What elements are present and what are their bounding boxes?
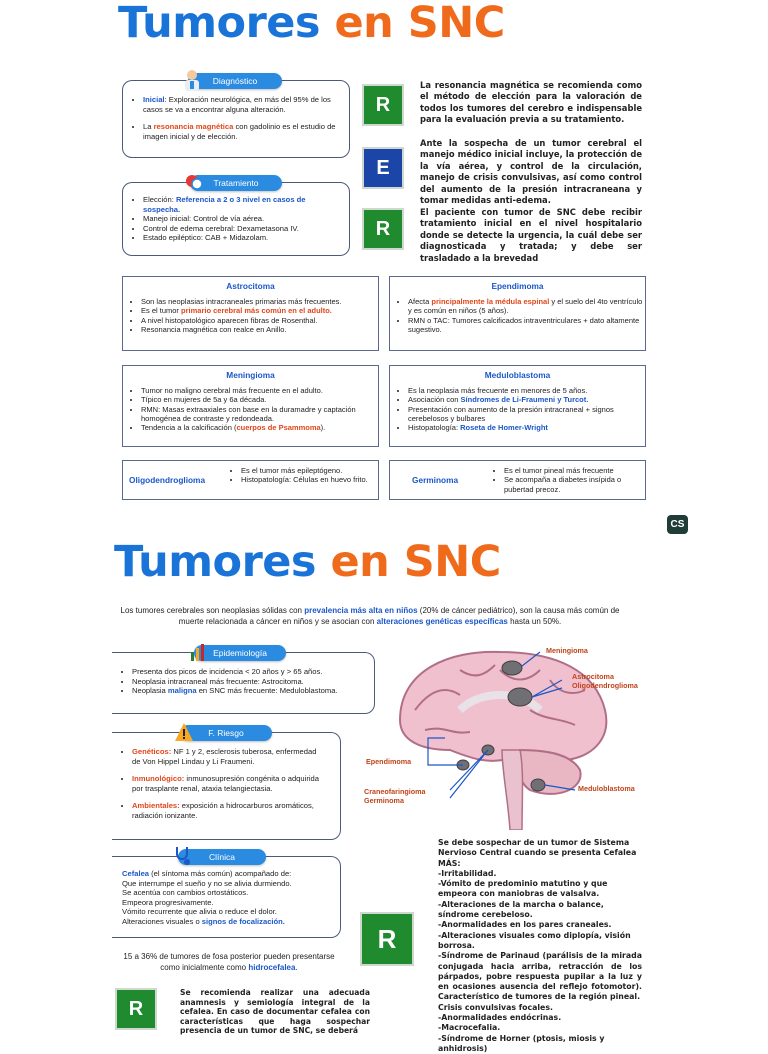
label-meduloblastoma: Meduloblastoma bbox=[578, 784, 635, 793]
rec-text: Ante la sospecha de un tumor cerebral el manejo médico inicial incluye, la protección de la vía aérea, y control de la circulación, manejo de crisis convulsivas, así como control del aumento de la presión intracraneana y tomar medidas anti-edema. bbox=[420, 138, 642, 206]
camscanner-logo: CS bbox=[667, 515, 688, 534]
riesgo-label: F. Riesgo bbox=[180, 725, 272, 741]
pills-icon bbox=[184, 170, 204, 194]
list-item: • Estado epiléptico: CAB + Midazolam. bbox=[143, 233, 341, 243]
list-item: • Control de edema cerebral: Dexametasona IV. bbox=[143, 224, 341, 234]
list-item: • Tendencia a la calcificación (cuerpos de Psammoma). bbox=[141, 423, 378, 432]
clinica-line: Se acentúa con cambios ortostáticos. bbox=[122, 888, 249, 898]
label-astrocitoma: Astrocitoma bbox=[572, 672, 614, 681]
list-item: • Histopatología: Roseta de Homer-Wright bbox=[408, 423, 645, 432]
list-item: • A nivel histopatológico aparecen fibras de Rosenthal. bbox=[141, 316, 378, 325]
brain-illustration bbox=[390, 640, 650, 830]
sospecha-item: -Irritabilidad. bbox=[438, 868, 497, 878]
meduloblastoma-card bbox=[389, 365, 646, 447]
rec-text: Se recomienda realizar una adecuada anamnesis y semiología integral de la cefalea. En caso de documentar cefalea con características que haga sospechar presencia de un tumor de SNC, se deberá bbox=[180, 988, 370, 1035]
recommendation-badge: R bbox=[360, 912, 414, 966]
list-item: • Presenta dos picos de incidencia < 20 años y > 65 años. bbox=[132, 667, 374, 677]
label-craneofaringioma: Craneofaringioma bbox=[364, 787, 426, 796]
list-item: • Es el tumor primario cerebral más común en el adulto. bbox=[141, 306, 378, 315]
intro-paragraph: Los tumores cerebrales son neoplasias sólidas con prevalencia más alta en niños (20% de cáncer pediátrico), son la causa más común de muerte relacionada a cáncer en niños y se asocian con alteraciones genéticas específicas hasta un 50%. bbox=[120, 606, 620, 626]
diagnostico-box bbox=[122, 80, 350, 158]
tratamiento-label: Tratamiento bbox=[190, 175, 282, 191]
list-item: • Neoplasia maligna en SNC más frecuente: Meduloblastoma. bbox=[132, 686, 374, 696]
list-item: • Típico en mujeres de 5a y 6a década. bbox=[141, 395, 378, 404]
page-title-2: Tumores en SNC bbox=[114, 537, 501, 587]
sospecha-item: -Anormalidades en los pares craneales. bbox=[438, 920, 612, 930]
list-item: • Histopatología: Células en huevo frito. bbox=[241, 475, 373, 484]
doctor-icon bbox=[182, 68, 202, 92]
sospecha-item: -Anormalidades endócrinas. bbox=[438, 1013, 562, 1023]
riesgo-box bbox=[112, 732, 341, 840]
warning-icon bbox=[174, 720, 194, 744]
sospecha-item: -Síndrome de Horner (ptosis, miosis y anhidrosis) bbox=[438, 1033, 605, 1053]
list-item: • Presentación con aumento de la presión intracraneal + signos cerebelosos y bulbares bbox=[408, 405, 645, 424]
card-title: Meduloblastoma bbox=[484, 370, 551, 380]
list-item: • RMN: Masas extraaxiales con base en la duramadre y captación homogénea de contraste y redondeada. bbox=[141, 405, 378, 424]
list-item: • Se acompaña a diabetes insípida o pubertad precoz. bbox=[504, 475, 644, 494]
clinica-line: Cefalea (el síntoma más común) acompañado de: bbox=[122, 869, 292, 878]
sospecha-item: -Síndrome de Parinaud (parálisis de la mirada conjugada hacia arriba, retracción de los párpados, pobre respuesta pupilar a la luz y en ocasiones ausencia del reflejo fotomotor). Característico de tumores de la región pineal. bbox=[438, 951, 642, 1002]
recommendation-badge: R bbox=[362, 84, 404, 126]
label-meningioma: Meningioma bbox=[546, 646, 588, 655]
label-oligodendroglioma: Oligodendroglioma bbox=[572, 681, 638, 690]
card-title: Meningioma bbox=[226, 370, 275, 380]
list-item: • Son las neoplasias intracraneales primarias más frecuentes. bbox=[141, 297, 378, 306]
oligodendroglioma-card bbox=[122, 460, 379, 500]
list-item: • Resonancia magnética con realce en Anillo. bbox=[141, 325, 378, 334]
sospecha-block bbox=[438, 838, 642, 1054]
clinica-line: Vómito recurrente que alivia o reduce el dolor. bbox=[122, 907, 277, 917]
list-item: • RMN o TAC: Tumores calcificados intraventriculares + dato altamente sugestivo. bbox=[408, 316, 645, 335]
ependimoma-card bbox=[389, 276, 646, 351]
card-title: Astrocitoma bbox=[226, 281, 275, 291]
sospecha-title: Se debe sospechar de un tumor de Sistema Nervioso Central cuando se presenta Cefalea MÁS: bbox=[438, 838, 637, 868]
astrocitoma-card bbox=[122, 276, 379, 351]
clinica-line: Alteraciones visuales o signos de focalización. bbox=[122, 916, 285, 926]
card-title: Germinoma bbox=[412, 475, 459, 485]
page-title: Tumores en SNC bbox=[118, 0, 505, 48]
meningioma-card bbox=[122, 365, 379, 447]
list-item: • Tumor no maligno cerebral más frecuente en el adulto. bbox=[141, 386, 378, 395]
list-item: • Genéticos: NF 1 y 2, esclerosis tuberosa, enfermedad de Von Hippel Lindau y Li Fraumeni. bbox=[132, 747, 326, 766]
label-germinoma: Germinoma bbox=[364, 796, 404, 805]
sospecha-item: Crisis convulsivas focales. bbox=[438, 1002, 553, 1012]
rec-text: El paciente con tumor de SNC debe recibir tratamiento inicial en el nivel hospitalario donde se detecte la urgencia, la cuál debe ser diagnosticada y tratada; y debe ser trasladado a la brevedad bbox=[420, 207, 642, 263]
tumor-meningioma bbox=[502, 661, 522, 675]
epidemiologia-box bbox=[112, 652, 375, 714]
brainstem bbox=[502, 750, 523, 830]
clinica-label: Clínica bbox=[178, 849, 266, 865]
tratamiento-box bbox=[122, 182, 350, 256]
list-item: • Inmunológico: inmunosupresión congénita o adquirida por trasplante renal, ataxia telangiectasia. bbox=[132, 774, 326, 793]
stethoscope-icon bbox=[172, 844, 192, 868]
recommendation-badge: R bbox=[115, 988, 157, 1030]
clinica-box bbox=[112, 856, 341, 938]
diagnostico-label: Diagnóstico bbox=[188, 73, 282, 89]
list-item: • Elección: Referencia a 2 o 3 nivel en casos de sospecha. bbox=[143, 195, 341, 214]
list-item: • Neoplasia intracraneal más frecuente: Astrocitoma. bbox=[132, 677, 374, 687]
card-title: Ependimoma bbox=[491, 281, 544, 291]
recommendation-badge: R bbox=[362, 208, 404, 250]
tumor-meduloblastoma bbox=[531, 779, 545, 791]
clinica-line: Que interrumpe el sueño y no se alivia durmiendo. bbox=[122, 878, 292, 888]
list-item: • Es el tumor pineal más frecuente bbox=[504, 466, 644, 475]
list-item: • Es la neoplasia más frecuente en menores de 5 años. bbox=[408, 386, 645, 395]
rec-text: La resonancia magnética se recomienda como el método de elección para la valoración de todos los tumores del cerebro e indispensable para la evaluación previa a su tratamiento. bbox=[420, 80, 642, 125]
list-item: • Ambientales: exposición a hidrocarburos aromáticos, radiación ionizante. bbox=[132, 801, 326, 820]
list-item: • Manejo inicial: Control de vía aérea. bbox=[143, 214, 341, 224]
evidence-badge: E bbox=[362, 147, 404, 189]
bar-chart-icon bbox=[188, 640, 208, 664]
sospecha-item: -Alteraciones de la marcha o balance, síndrome cerebeloso. bbox=[438, 899, 604, 920]
list-item: • Asociación con Síndromes de Li-Fraumeni y Turcot. bbox=[408, 395, 645, 404]
label-ependimoma: Ependimoma bbox=[366, 757, 412, 766]
sospecha-item: -Alteraciones visuales como diplopía, visión borrosa. bbox=[438, 930, 631, 950]
clinica-line: Empeora progresivamente. bbox=[122, 897, 214, 907]
tumor-astrocitoma bbox=[508, 688, 532, 706]
epidemiologia-label: Epidemiología bbox=[194, 645, 286, 661]
list-item: • Inicial: Exploración neurológica, en más del 95% de los casos se va a encontrar alguna alteración. bbox=[143, 95, 341, 114]
card-title: Oligodendroglioma bbox=[129, 475, 206, 485]
sospecha-item: -Macrocefalia. bbox=[438, 1023, 501, 1033]
list-item: • Es el tumor más epileptógeno. bbox=[241, 466, 373, 475]
germinoma-card bbox=[389, 460, 646, 500]
sospecha-item: -Vómito de predominio matutino y que empeora con maniobras de valsalva. bbox=[438, 879, 608, 899]
fosa-posterior-note: 15 a 36% de tumores de fosa posterior pueden presentarse como inicialmente como hidrocefalea. bbox=[123, 952, 335, 972]
list-item: • La resonancia magnética con gadolinio es el estudio de imagen inicial y de elección. bbox=[143, 122, 341, 141]
list-item: • Afecta principalmente la médula espinal y el suelo del 4to ventrículo y es común en niños (5 años). bbox=[408, 297, 645, 316]
